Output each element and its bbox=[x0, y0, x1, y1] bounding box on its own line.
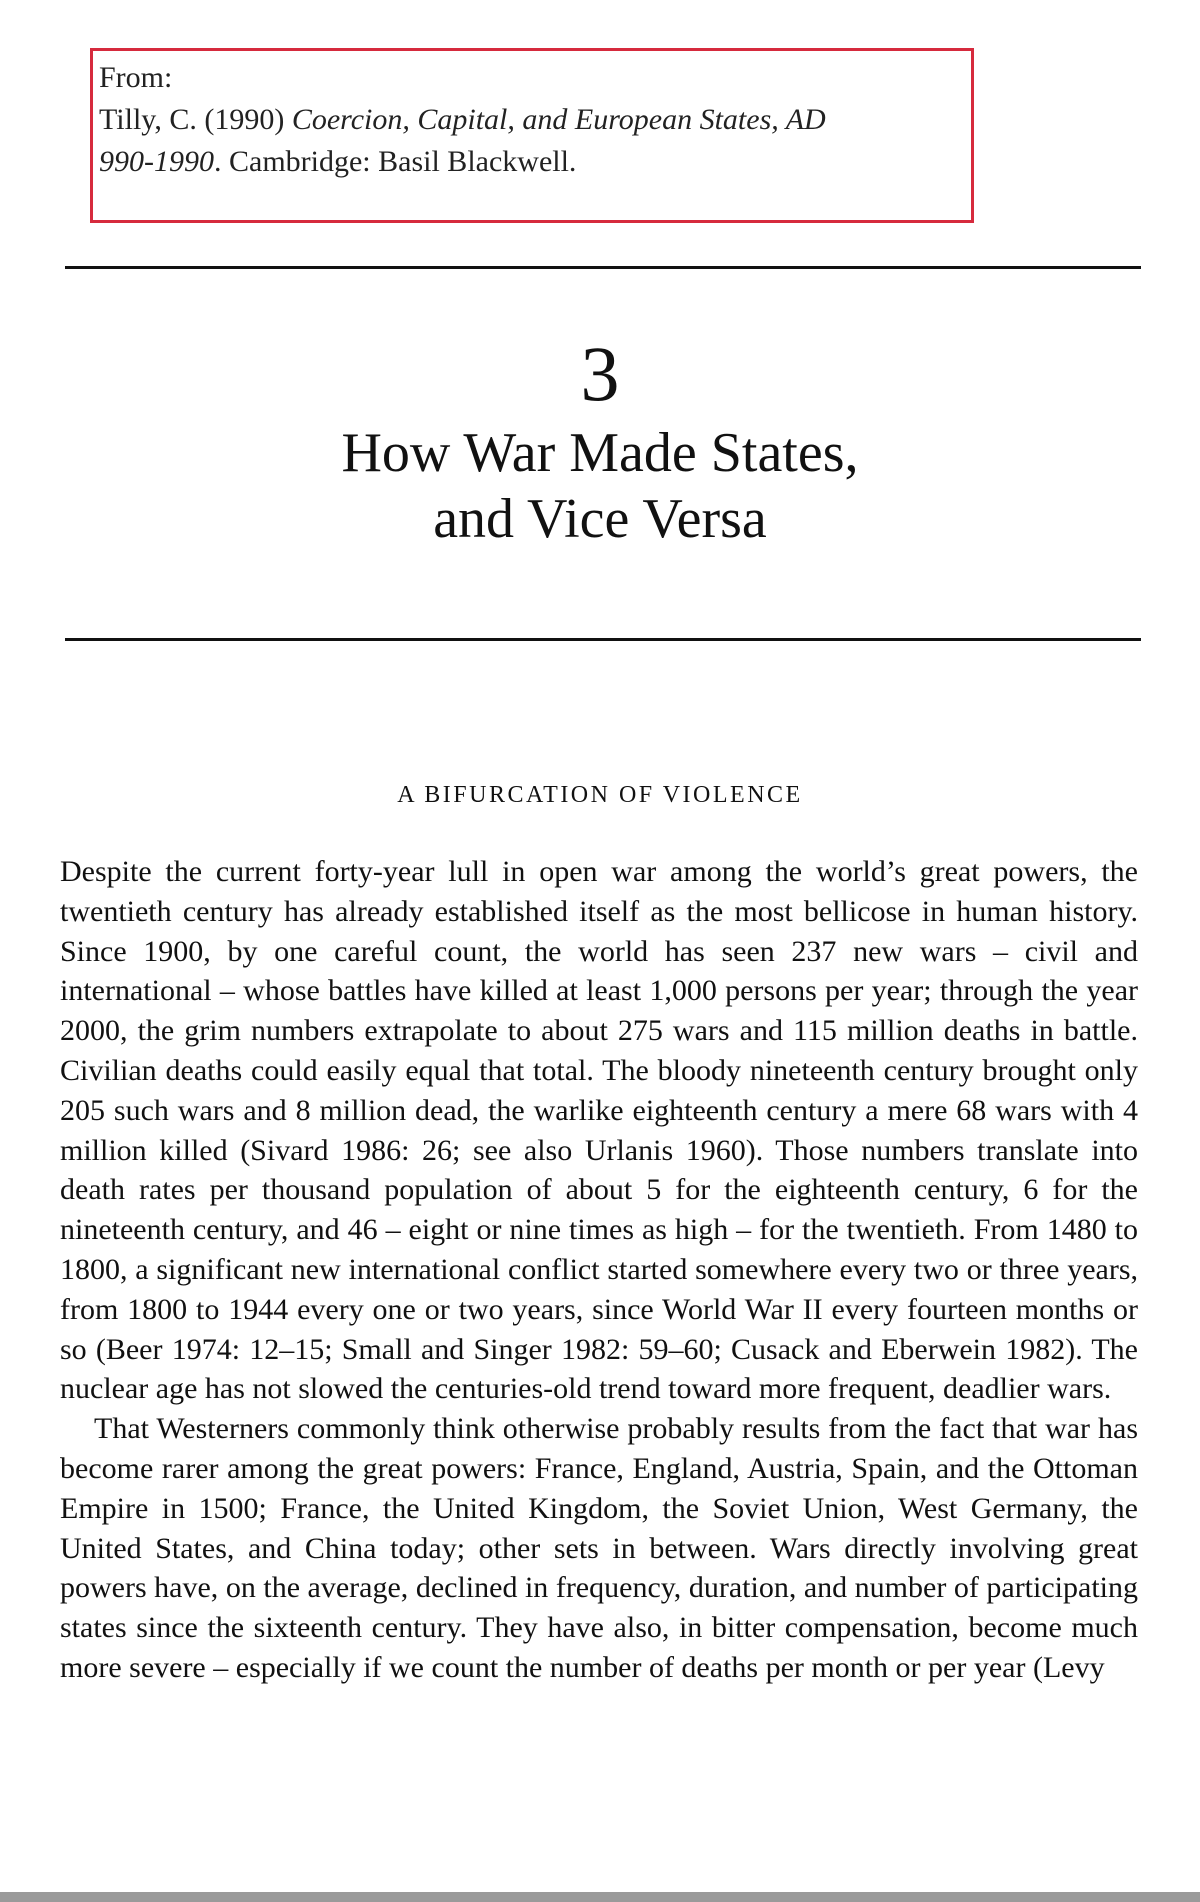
chapter-number: 3 bbox=[580, 330, 620, 417]
bottom-divider bbox=[65, 638, 1141, 641]
citation-title-part2: 990-1990 bbox=[99, 145, 214, 178]
citation-publisher: . Cambridge: Basil Blackwell. bbox=[214, 145, 577, 178]
citation-box bbox=[90, 48, 974, 223]
chapter-title bbox=[0, 420, 1200, 552]
citation-author-year: Tilly, C. (1990) bbox=[99, 103, 292, 136]
citation-reference bbox=[99, 99, 971, 183]
paragraph: That Westerners commonly think otherwise probably results from the fact that war has become rarer among the great powers: France, England, Austria, Spain, and the Ottoman Empire in 1500; France, the United Kingdom, the Soviet Union, West Germany, the United States, and China today; other sets in between. Wars directly involving great powers have, on the average, declined in frequency, duration, and number of participating states since the sixteenth century. They have also, in bitter compensation, become much more severe – especially if we count the number of deaths per month or per year (Levy bbox=[60, 1412, 1138, 1684]
section-heading: A BIFURCATION OF VIOLENCE bbox=[397, 782, 803, 808]
body-text bbox=[60, 852, 1138, 1688]
citation-from-label: From: bbox=[99, 61, 173, 94]
chapter-title-line1: How War Made States, bbox=[341, 422, 859, 484]
citation-title-part1: Coercion, Capital, and European States, AD bbox=[291, 103, 826, 136]
paragraph: Despite the current forty-year lull in open war among the world’s great powers, the twentieth century has already established itself as the most bellicose in human history. Since 1900, by one careful count, the world has seen 237 new wars – civil and international – whose battles have killed at least 1,000 persons per year; through the year 2000, the grim numbers extrapolate to about 275 wars and 115 million deaths in battle. Civilian deaths could easily equal that total. The bloody nineteenth century brought only 205 such wars and 8 million dead, the warlike eighteenth century a mere 68 wars with 4 million killed (Sivard 1986: 26; see also Urlanis 1960). Those numbers translate into death rates per thousand population of about 5 for the eighteenth century, 6 for the nineteenth century, and 46 – eight or nine times as high – for the twentieth. From 1480 to 1800, a significant new international conflict started somewhere every two or three years, from 1800 to 1944 every one or two years, since World War II every fourteen months or so (Beer 1974: 12–15; Small and Singer 1982: 59–60; Cusack and Eberwein 1982). The nuclear age has not slowed the centuries-old trend toward more frequent, deadlier wars. bbox=[60, 855, 1138, 1406]
chapter-title-line2: and Vice Versa bbox=[433, 488, 767, 550]
page-edge bbox=[0, 1892, 1200, 1902]
top-divider bbox=[65, 266, 1141, 269]
